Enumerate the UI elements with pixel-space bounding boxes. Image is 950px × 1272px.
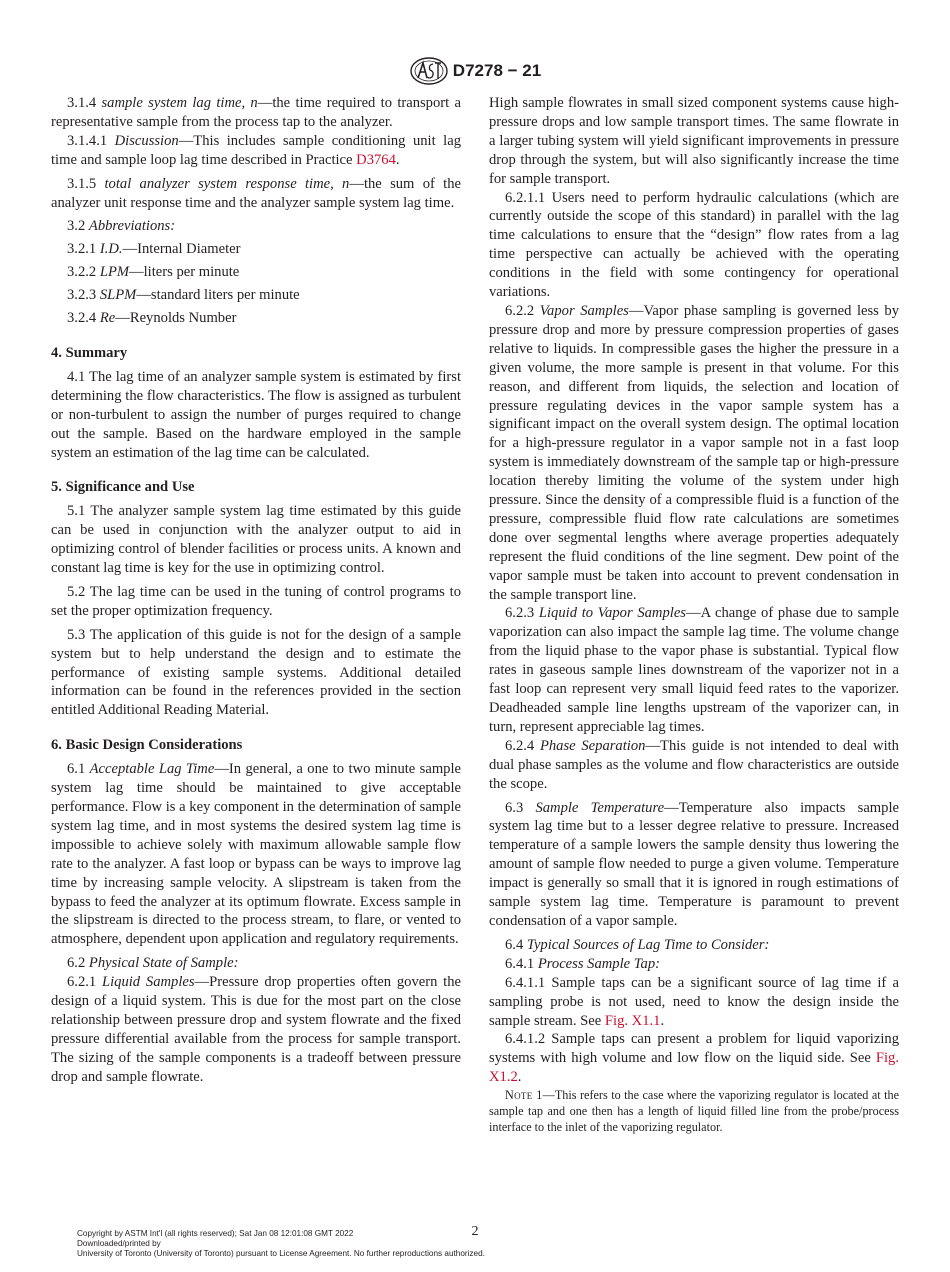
astm-logo-icon	[409, 56, 449, 86]
paragraph-3-2: 3.2 Abbreviations:	[67, 218, 176, 235]
page-header	[0, 56, 950, 91]
paragraph-3-1-4-1: 3.1.4.1 Discussion—This includes sample conditioning unit lag time and sample loop lag time described in Practice D3764.	[51, 132, 461, 168]
paragraph-6-2-2: 6.2.2 Vapor Samples—Vapor phase sampling is governed less by pressure drop and more by pressure compression properties of gases relative to liquids. In compressible gases the higher the pressure in a given volume, the more sample is present in that volume. For this reason, and different from liquids, the selection and location of pressure regulating devices in the vapor sample system has a significant impact on the overall system design. The optimal location for a high-pressure regulator in a vapor sample not in a fast loop system is immediately downstream of the sample tap or high-pressure location thereby limiting the volume of the system under high pressure. Since the density of a compressible fluid is a function of the pressure, compressible fluid flow rate calculations are sometimes done over segmental lengths where average properties adequately represent the fluid conditions of the line segment. Dew point of the vapor sample must be taken into account to prevent condensation in the sample transport line.	[489, 302, 900, 603]
paragraph-6-4-1-2: 6.4.1.2 Sample taps can present a problem for liquid vaporizing systems with high volume and low flow on the liquid side. See Fig. X1.2.	[489, 1031, 899, 1086]
paragraph-6-4: 6.4 Typical Sources of Lag Time to Consider:	[505, 936, 770, 953]
link-fig-x1-2[interactable]: Fig. X1.2	[489, 1050, 899, 1086]
paragraph-6-2-4: 6.2.4 Phase Separation—This guide is not intended to deal with dual phase samples as the volume and flow characteristics are outside the scope.	[489, 737, 899, 792]
paragraph-6-2-1: 6.2.1 Liquid Samples—Pressure drop properties often govern the design of a liquid system. This is due for the most part on the close relationship between pressure drop and system flowrate and the fixed pressure differential available from the process for sample transport. The sizing of the sample components is a tradeoff between pressure drop and sample flowrate.	[51, 974, 461, 1085]
left-column	[51, 94, 461, 1087]
paragraph-5-2: 5.2 The lag time can be used in the tuning of control programs to set the proper optimization frequency.	[51, 583, 461, 619]
paragraph-3-1-4: 3.1.4 sample system lag time, n—the time required to transport a representative sample from the process tap to the analyzer.	[51, 95, 461, 130]
footer-line: Copyright by ASTM Int'l (all rights reserved); Sat Jan 08 12:01:08 GMT 2022	[77, 1229, 354, 1238]
copyright-footer	[77, 1229, 485, 1260]
paragraph-3-1-5: 3.1.5 total analyzer system response time, n—the sum of the analyzer unit response time and the analyzer sample system lag time.	[51, 175, 461, 211]
abbreviation-item: 3.2.4 Re—Reynolds Number	[67, 310, 237, 327]
paragraph-5-3: 5.3 The application of this guide is not for the design of a sample system but to help understand the design and to estimate the performance of existing sample systems. Additional detailed information can be found in the references provided in the section entitled Additional Reading Material.	[51, 626, 461, 719]
section-heading-significance: 5. Significance and Use	[51, 479, 195, 496]
paragraph-6-1: 6.1 Acceptable Lag Time—In general, a one to two minute sample system lag time should be maintained to give acceptable performance. Flow is a key component in the determination of sample system lag time, and in most systems the desired system lag time is impossible to achieve solely with maximum allowable sample flow rate to the analyzer. A fast loop or bypass can be ways to improve lag time by increasing sample velocity. A slipstream is taken from the bypass to feed the analyzer at its optimum flowrate. Excess sample in the slipstream is directed to the process stream, to flare, or vented to atmosphere, dependent upon application and regulatory requirements.	[51, 761, 461, 948]
paragraph-continued: High sample flowrates in small sized component systems cause high-pressure drops and low sample transport times. The same flowrate in a larger tubing system will yield significant improvements in pressure drop through the system, but will also significantly increase the time for sample transport.	[489, 95, 899, 187]
paragraph-4-1: 4.1 The lag time of an analyzer sample system is estimated by first determining the flow characteristics. The flow is assigned as turbulent or non-turbulent to assign the number of purges required to change out the sample. Based on the hardware employed in the sample system an estimation of the lag time can be calculated.	[51, 368, 461, 461]
paragraph-6-2: 6.2 Physical State of Sample:	[67, 955, 239, 972]
document-id: D7278 − 21	[452, 61, 542, 80]
paragraph-6-2-3: 6.2.3 Liquid to Vapor Samples—A change of phase due to sample vaporization can also impact the sample lag time. The volume change from the liquid phase to the vapor phase is substantial. Typical flow rates in gaseous sample lines downstream of the vaporizer not in a fast loop can represent very small liquid feed rates to the vaporizer. Deadheaded sample line lengths upstream of the vaporizer can, in turn, represent appreciable lag times.	[489, 605, 899, 735]
section-heading-summary: 4. Summary	[51, 344, 128, 361]
paragraph-6-3: 6.3 Sample Temperature—Temperature also impacts sample system lag time but to a lesser degree relative to pressure. Increased temperature of a sample lowers the sample density thus lowering the amount of sample flow needed to purge a given volume. Temperature impact is generally so small that it is ignored in rough estimations of sample system lag time. Temperature is paramount to prevent condensation of a vapor sample.	[489, 799, 899, 929]
paragraph-6-4-1-1: 6.4.1.1 Sample taps can be a significant source of lag time if a sampling probe is not used, need to know the design inside the sample stream. See Fig. X1.1.	[489, 974, 899, 1029]
link-d3764[interactable]: D3764	[356, 151, 396, 168]
note-1: Note 1—This refers to the case where the vaporizing regulator is located at the sample tap and one then has a length of liquid filled line from the probe/process interface to the inlet of the vaporizing regulator.	[489, 1088, 899, 1135]
link-fig-x1-1[interactable]: Fig. X1.1	[604, 1012, 661, 1029]
section-heading-design: 6. Basic Design Considerations	[51, 737, 243, 754]
abbreviation-item: 3.2.3 SLPM—standard liters per minute	[67, 287, 300, 304]
paragraph-5-1: 5.1 The analyzer sample system lag time estimated by this guide can be used in conjunction with the analyzer output to aid in optimizing control of blender facilities or process units. A known and constant lag time is key for the use in optimizing control.	[51, 503, 461, 577]
footer-line: Downloaded/printed by	[77, 1239, 161, 1249]
footer-line: University of Toronto (University of Toronto) pursuant to License Agreement. No further reproductions authorized.	[77, 1249, 485, 1259]
abbreviation-item: 3.2.2 LPM—liters per minute	[67, 264, 240, 281]
abbreviation-item: 3.2.1 I.D.—Internal Diameter	[67, 241, 241, 258]
paragraph-6-4-1: 6.4.1 Process Sample Tap:	[505, 955, 660, 972]
page-number: 2	[471, 1224, 479, 1239]
paragraph-6-2-1-1: 6.2.1.1 Users need to perform hydraulic calculations (which are currently outside the scope of this standard) in parallel with the lag time calculations to ensure that the “design” flow rates from a lag time perspective can actually be achieved with the operating conditions in the field with some contingency for operational variations.	[489, 189, 899, 301]
right-column	[489, 94, 899, 1135]
